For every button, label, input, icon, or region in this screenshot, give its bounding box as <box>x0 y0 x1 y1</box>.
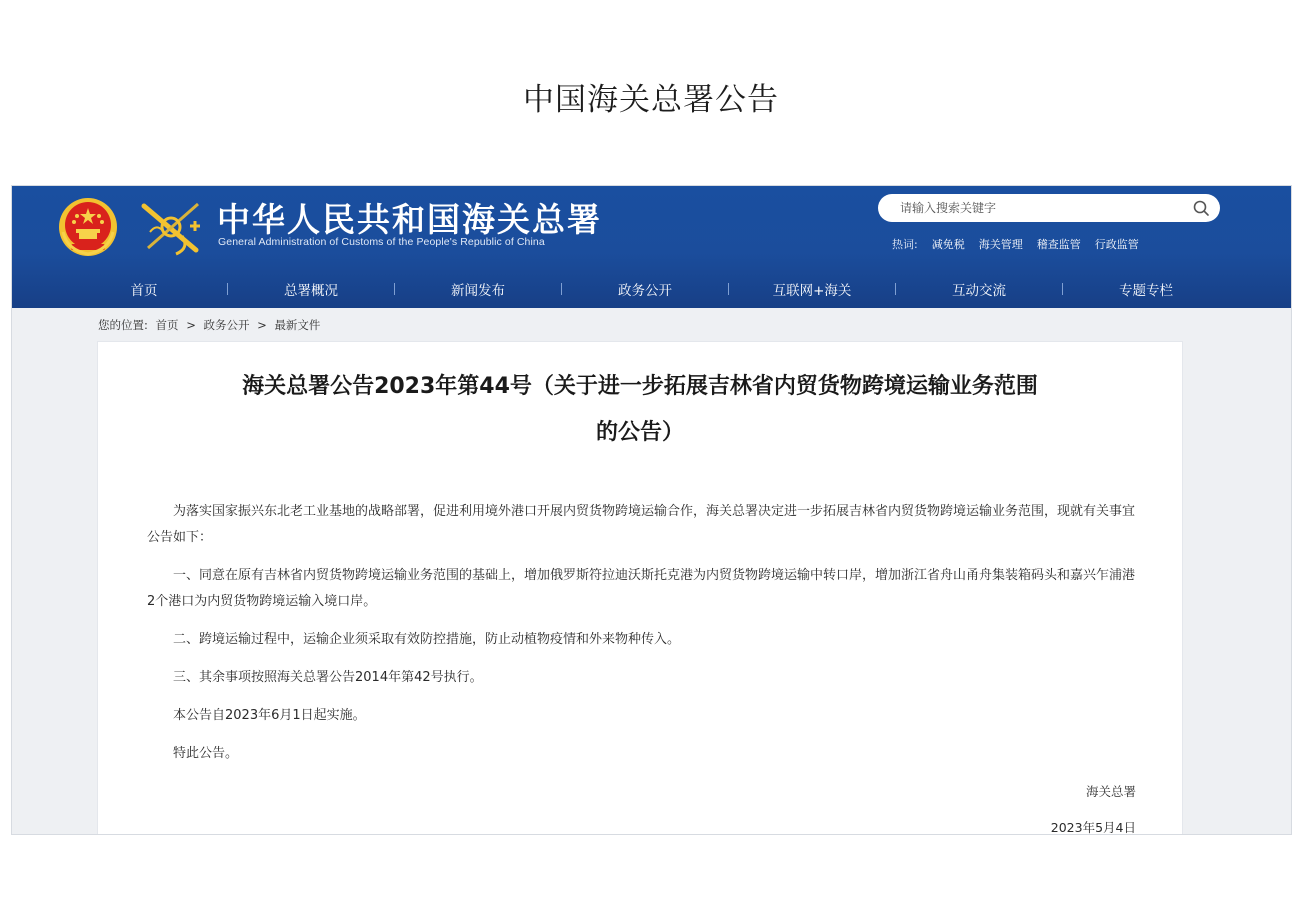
breadcrumb-separator: > <box>257 318 267 332</box>
nav-item-government-affairs[interactable]: 政务公开 <box>618 283 672 299</box>
nav-item-overview[interactable]: 总署概况 <box>284 283 338 299</box>
breadcrumb <box>98 317 324 333</box>
nav-item-special-topics[interactable]: 专题专栏 <box>1119 283 1173 299</box>
hot-word-link[interactable]: 海关管理 <box>978 238 1023 251</box>
article-date: 2023年5月4日 <box>1050 820 1136 834</box>
hot-word-link[interactable]: 行政监管 <box>1094 238 1139 251</box>
article-title-line: 海关总署公告2023年第44号（关于进一步拓展吉林省内贸货物跨境运输业务范围 <box>242 374 1038 399</box>
breadcrumb-item-latest-documents[interactable]: 最新文件 <box>274 318 321 332</box>
breadcrumb-item-government-affairs[interactable]: 政务公开 <box>203 318 250 332</box>
search-box <box>878 194 1220 222</box>
customs-emblem-icon <box>138 196 204 258</box>
article-body <box>147 499 1135 779</box>
search-icon[interactable] <box>1192 199 1210 217</box>
article-signature: 海关总署 <box>1085 784 1136 799</box>
nav-item-internet-customs[interactable]: 互联网+海关 <box>772 283 852 299</box>
article-paragraph: 为落实国家振兴东北老工业基地的战略部署，促进利用境外港口开展内贸货物跨境运输合作，海关总署决定进一步拓展吉林省内贸货物跨境运输业务范围，现就有关事宜公告如下： <box>147 504 1136 545</box>
article-title-line: 的公告） <box>595 420 684 445</box>
main-nav <box>12 270 1291 308</box>
hot-word-link[interactable]: 减免税 <box>931 238 965 251</box>
site-subtitle: General Administration of Customs of the People's Republic of China <box>218 236 545 248</box>
article-card <box>98 342 1182 834</box>
national-emblem-icon <box>57 196 119 258</box>
breadcrumb-label: 您的位置: <box>98 318 148 332</box>
article-title <box>128 364 1152 456</box>
website-screenshot <box>12 186 1291 834</box>
article-paragraph: 二、跨境运输过程中，运输企业须采取有效防控措施，防止动植物疫情和外来物种传入。 <box>173 632 681 647</box>
search-input[interactable] <box>898 200 1180 216</box>
nav-item-home[interactable]: 首页 <box>130 283 158 299</box>
hot-words-bar <box>892 236 1139 252</box>
site-title: 中华人民共和国海关总署 <box>217 200 602 239</box>
article-paragraph: 一、同意在原有吉林省内贸货物跨境运输业务范围的基础上，增加俄罗斯符拉迪沃斯托克港为内贸货物跨境运输中转口岸，增加浙江省舟山甬舟集装箱码头和嘉兴乍浦港2个港口为内贸货物跨境运输入境口岸。 <box>147 568 1136 609</box>
article-paragraph: 本公告自2023年6月1日起实施。 <box>173 708 366 723</box>
site-header <box>12 186 1291 308</box>
hot-words-label: 热词: <box>892 238 918 251</box>
breadcrumb-separator: > <box>186 318 196 332</box>
article-paragraph: 三、其余事项按照海关总署公告2014年第42号执行。 <box>173 670 483 685</box>
nav-item-news[interactable]: 新闻发布 <box>451 283 505 299</box>
breadcrumb-item-home[interactable]: 首页 <box>155 318 179 332</box>
hot-word-link[interactable]: 稽查监管 <box>1036 238 1081 251</box>
page-caption: 中国海关总署公告 <box>523 82 779 118</box>
nav-item-interaction[interactable]: 互动交流 <box>952 283 1006 299</box>
article-paragraph: 特此公告。 <box>173 746 239 761</box>
